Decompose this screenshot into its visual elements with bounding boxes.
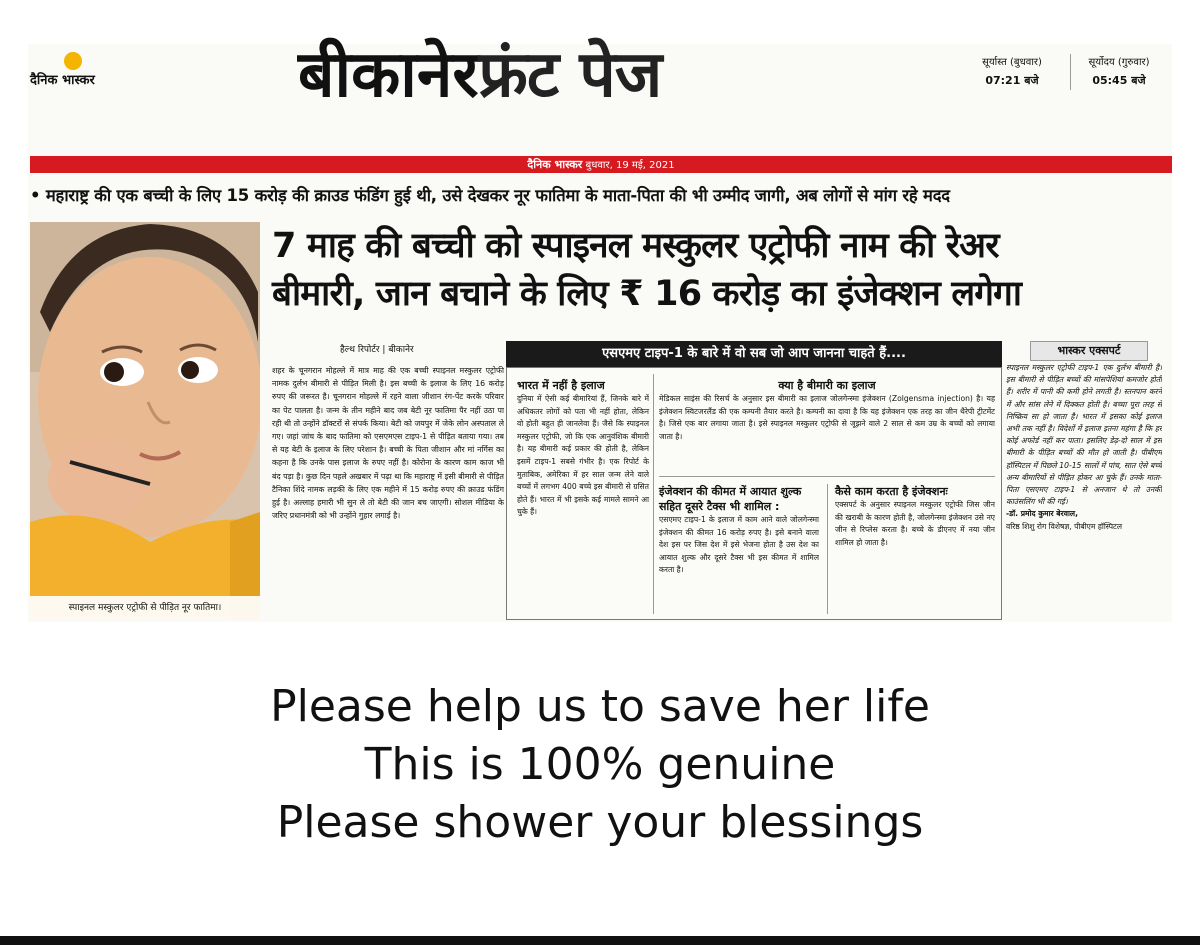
expert-tag: भास्कर एक्सपर्ट — [1030, 341, 1148, 361]
dateline-bar — [30, 156, 1172, 173]
dateline-date: बुधवार, 19 मई, 2021 — [585, 160, 675, 171]
sunset-label: सूर्यास्त (बुधवार) — [982, 57, 1042, 68]
info-section-text: एक्सपर्ट के अनुसार स्पाइनल मस्कुलर एट्रोफी जिस जीन की खराबी के कारण होती है, जोलगेन्स्मा इंजेक्शन उसे नए जीन से रिप्लेस करता है। बच्चे के डीएनए में नया जीन शामिल हो जाता है। — [835, 500, 995, 547]
main-headline — [272, 222, 1172, 318]
sunrise-timing — [1070, 54, 1167, 90]
info-box-title: एसएमए टाइप-1 के बारे में वो सब जो आप जानना चाहते हैं.... — [506, 341, 1002, 367]
masthead-city: बीकानेर — [298, 37, 479, 112]
sunrise-label: सूर्योदय (गुरुवार) — [1088, 57, 1150, 68]
info-section-heading: कैसे काम करता है इंजेक्शनः — [835, 485, 948, 498]
headline-line-2: बीमारी, जान बचाने के लिए ₹ 16 करोड़ का इंजेक्शन लगेगा — [272, 274, 1022, 314]
overline-strap: • महाराष्ट्र की एक बच्ची के लिए 15 करोड़ की क्राउड फंडिंग हुई थी, उसे देखकर नूर फातिमा के माता-पिता की भी उम्मीद जागी, अब लोगों से मांग रहे मदद — [30, 186, 950, 205]
masthead — [298, 36, 662, 112]
appeal-line-2: This is 100% genuine — [364, 739, 836, 790]
info-section-heading: भारत में नहीं है इलाज — [517, 379, 605, 392]
info-section-heading: क्या है बीमारी का इलाज — [778, 379, 876, 392]
info-box — [506, 367, 1002, 620]
sunset-timing — [958, 54, 1066, 90]
sunset-time: 07:21 बजे — [985, 74, 1039, 87]
logo-text: दैनिक भास्कर — [30, 73, 95, 88]
main-story-text: शहर के चूनगरान मोहल्ले में मात्र माह की एक बच्ची स्पाइनल मस्कुलर एट्रोफी नामक दुर्लभ बीमारी से पीड़ित मिली है। इस बच्ची के इलाज के लिए 16 करोड़ रुपए की जरूरत है। चूनगरान मोहल्ले में रहने वाला जीशान रंग-पेंट करके परिवार का पेट पालता है। जन्म के तीन महीने बाद जब बेटी नूर फातिमा पैर नहीं उठा पा रही थी तो उन्होंने डॉक्टरों से संपर्क किया। बेटी को जयपुर में जेके लोन अस्पताल ले गए। जहां जांच के बाद फातिमा को एसएमएस टाइप-1 से पीड़ित बताया गया। तब से यह बेटी के इलाज के लिए परेशान है। बच्ची के पिता जीशान और मां नर्गिस का कहना है कि उनके पास इलाज के रुपए नहीं है। कोरोना के कारण काम काज भी बंद पड़ा है। कुछ दिन पहले अखबार में पढ़ा था कि महाराष्ट्र में इसी बीमारी से पीड़ित टैनिका शिंदे नामक लड़की के लिए एक महीने में 15 करोड़ रुपए की क्राउड फंडिंग हुई है। अल्लाह हमारी भी सुन ले तो बेटी की जान बच जाएगी। सोशल मीडिया के जरिए प्रधानमंत्री को भी उन्होंने गुहार लगाई है। — [272, 366, 504, 521]
appeal-text — [0, 678, 1200, 852]
expert-text: स्पाइनल मस्कुलर एट्रोफी टाइप-1 एक दुर्लभ बीमारी है। इस बीमारी से पीड़ित बच्चों की मांसपेशियां कमजोर होती हैं। शरीर में पानी की कमी होने लगती है। स्तनपान करने में और सांस लेने में दिक्कत होती है। बच्चा पूरा तरह से निष्क्रिय सा हो जाता है। भारत में इसका कोई इलाज अभी तक नहीं है। विदेशों में इलाज इतना महंगा है कि हर कोई अफोर्ड नहीं कर पाता। इसलिए डेढ़-दो साल में इस बीमारी के पीड़ित बच्चों की मौत हो जाती है। पीबीएम हॉस्पिटल में पिछले 10-15 सालों में पांच, सात ऐसे बच्चे अन्य बीमारियों से पीड़ित होकर आ चुके हैं। उनके माता-पिता एसएमए टाइप-1 से अनजान थे तो उनकी काउंसलिंग भी की गई। — [1006, 363, 1162, 507]
child-photo — [30, 222, 260, 620]
info-section-text: एसएमए टाइप-1 के इलाज में काम आने वाले जोलगेन्स्मा इंजेक्शन की कीमत 16 करोड़ रुपए है। इसे बनाने वाला देश इस पर जिस देश में इसे भेजना होता है उस देश का आयात शुल्क और दूसरे टैक्स भी इस कीमत में शामिल करता है। — [659, 515, 819, 575]
byline: हैल्थ रिपोर्टर | बीकानेर — [340, 345, 414, 355]
section-divider — [659, 476, 995, 477]
photo-caption: स्पाइनल मस्कुलर एट्रोफी से पीड़ित नूर फातिमा। — [30, 596, 260, 620]
bottom-bar — [0, 936, 1200, 945]
info-section-how-it-works — [835, 484, 995, 597]
sun-logo-icon — [64, 52, 82, 70]
info-section-heading: इंजेक्शन की कीमत में आयात शुल्क सहित दूसरे टैक्स भी शामिल : — [659, 485, 802, 513]
masthead-page: फ्रंट पेज — [478, 37, 662, 112]
dateline-brand: दैनिक भास्कर — [527, 158, 583, 171]
column-divider — [653, 374, 654, 614]
column-divider — [827, 484, 828, 614]
info-section-what-is-treatment — [659, 378, 995, 471]
appeal-line-1: Please help us to save her life — [270, 681, 930, 732]
info-section-injection-price — [659, 484, 819, 596]
appeal-line-3: Please shower your blessings — [276, 797, 924, 848]
expert-signature: -डॉ. प्रमोद कुमार बेरवाल, — [1006, 509, 1078, 519]
expert-column — [1006, 362, 1162, 620]
expert-designation: वरिष्ठ शिशु रोग विशेषज्ञ, पीबीएम हॉस्पिटल — [1006, 521, 1123, 531]
headline-line-1: 7 माह की बच्ची को स्पाइनल मस्कुलर एट्रोफी नाम की रेअर — [272, 226, 999, 266]
sunrise-time: 05:45 बजे — [1092, 74, 1146, 87]
info-section-text: मेडिकल साइंस की रिसर्च के अनुसार इस बीमारी का इलाज जोलगेन्स्मा इंजेक्शन (Zolgensma injection) है। यह इंजेक्शन स्विटजरलैंड की एक कम्पनी तैयार करते है। कम्पनी का दावा है कि यह इंजेक्शन एक तरह का जीन थैरेपी ट्रीटमेंट है। जिसे एक बार लगाया जाता है। इसे स्पाइनल मस्कुलर एट्रोफी से जूझने वाले 2 साल से कम उम्र के बच्चों को लगाया जाता है। — [659, 394, 995, 441]
info-section-treatment-not-in-india — [517, 378, 649, 619]
child-photo-illustration — [30, 222, 260, 620]
info-section-text: दुनिया में ऐसी कई बीमारियां हैं, जिनके बारे में अधिकतर लोगों को पता भी नहीं होता, लेकिन वो होती बहुत ही जानलेवा हैं। जैसे कि स्पाइनल मस्कुलर एट्रोफी, जो कि एक आनुवंशिक बीमारी है। यह बीमारी कई प्रकार की होती है, लेकिन इसमें टाइप-1 सबसे गंभीर है। एक रिपोर्ट के मुताबिक, अमेरिका में हर साल जन्म लेने वाले बच्चों में लगभग 400 बच्चे इस बीमारी से ग्रसित होते हैं। भारत में भी इसके कई मामले सामने आ चुके हैं। — [517, 394, 649, 517]
